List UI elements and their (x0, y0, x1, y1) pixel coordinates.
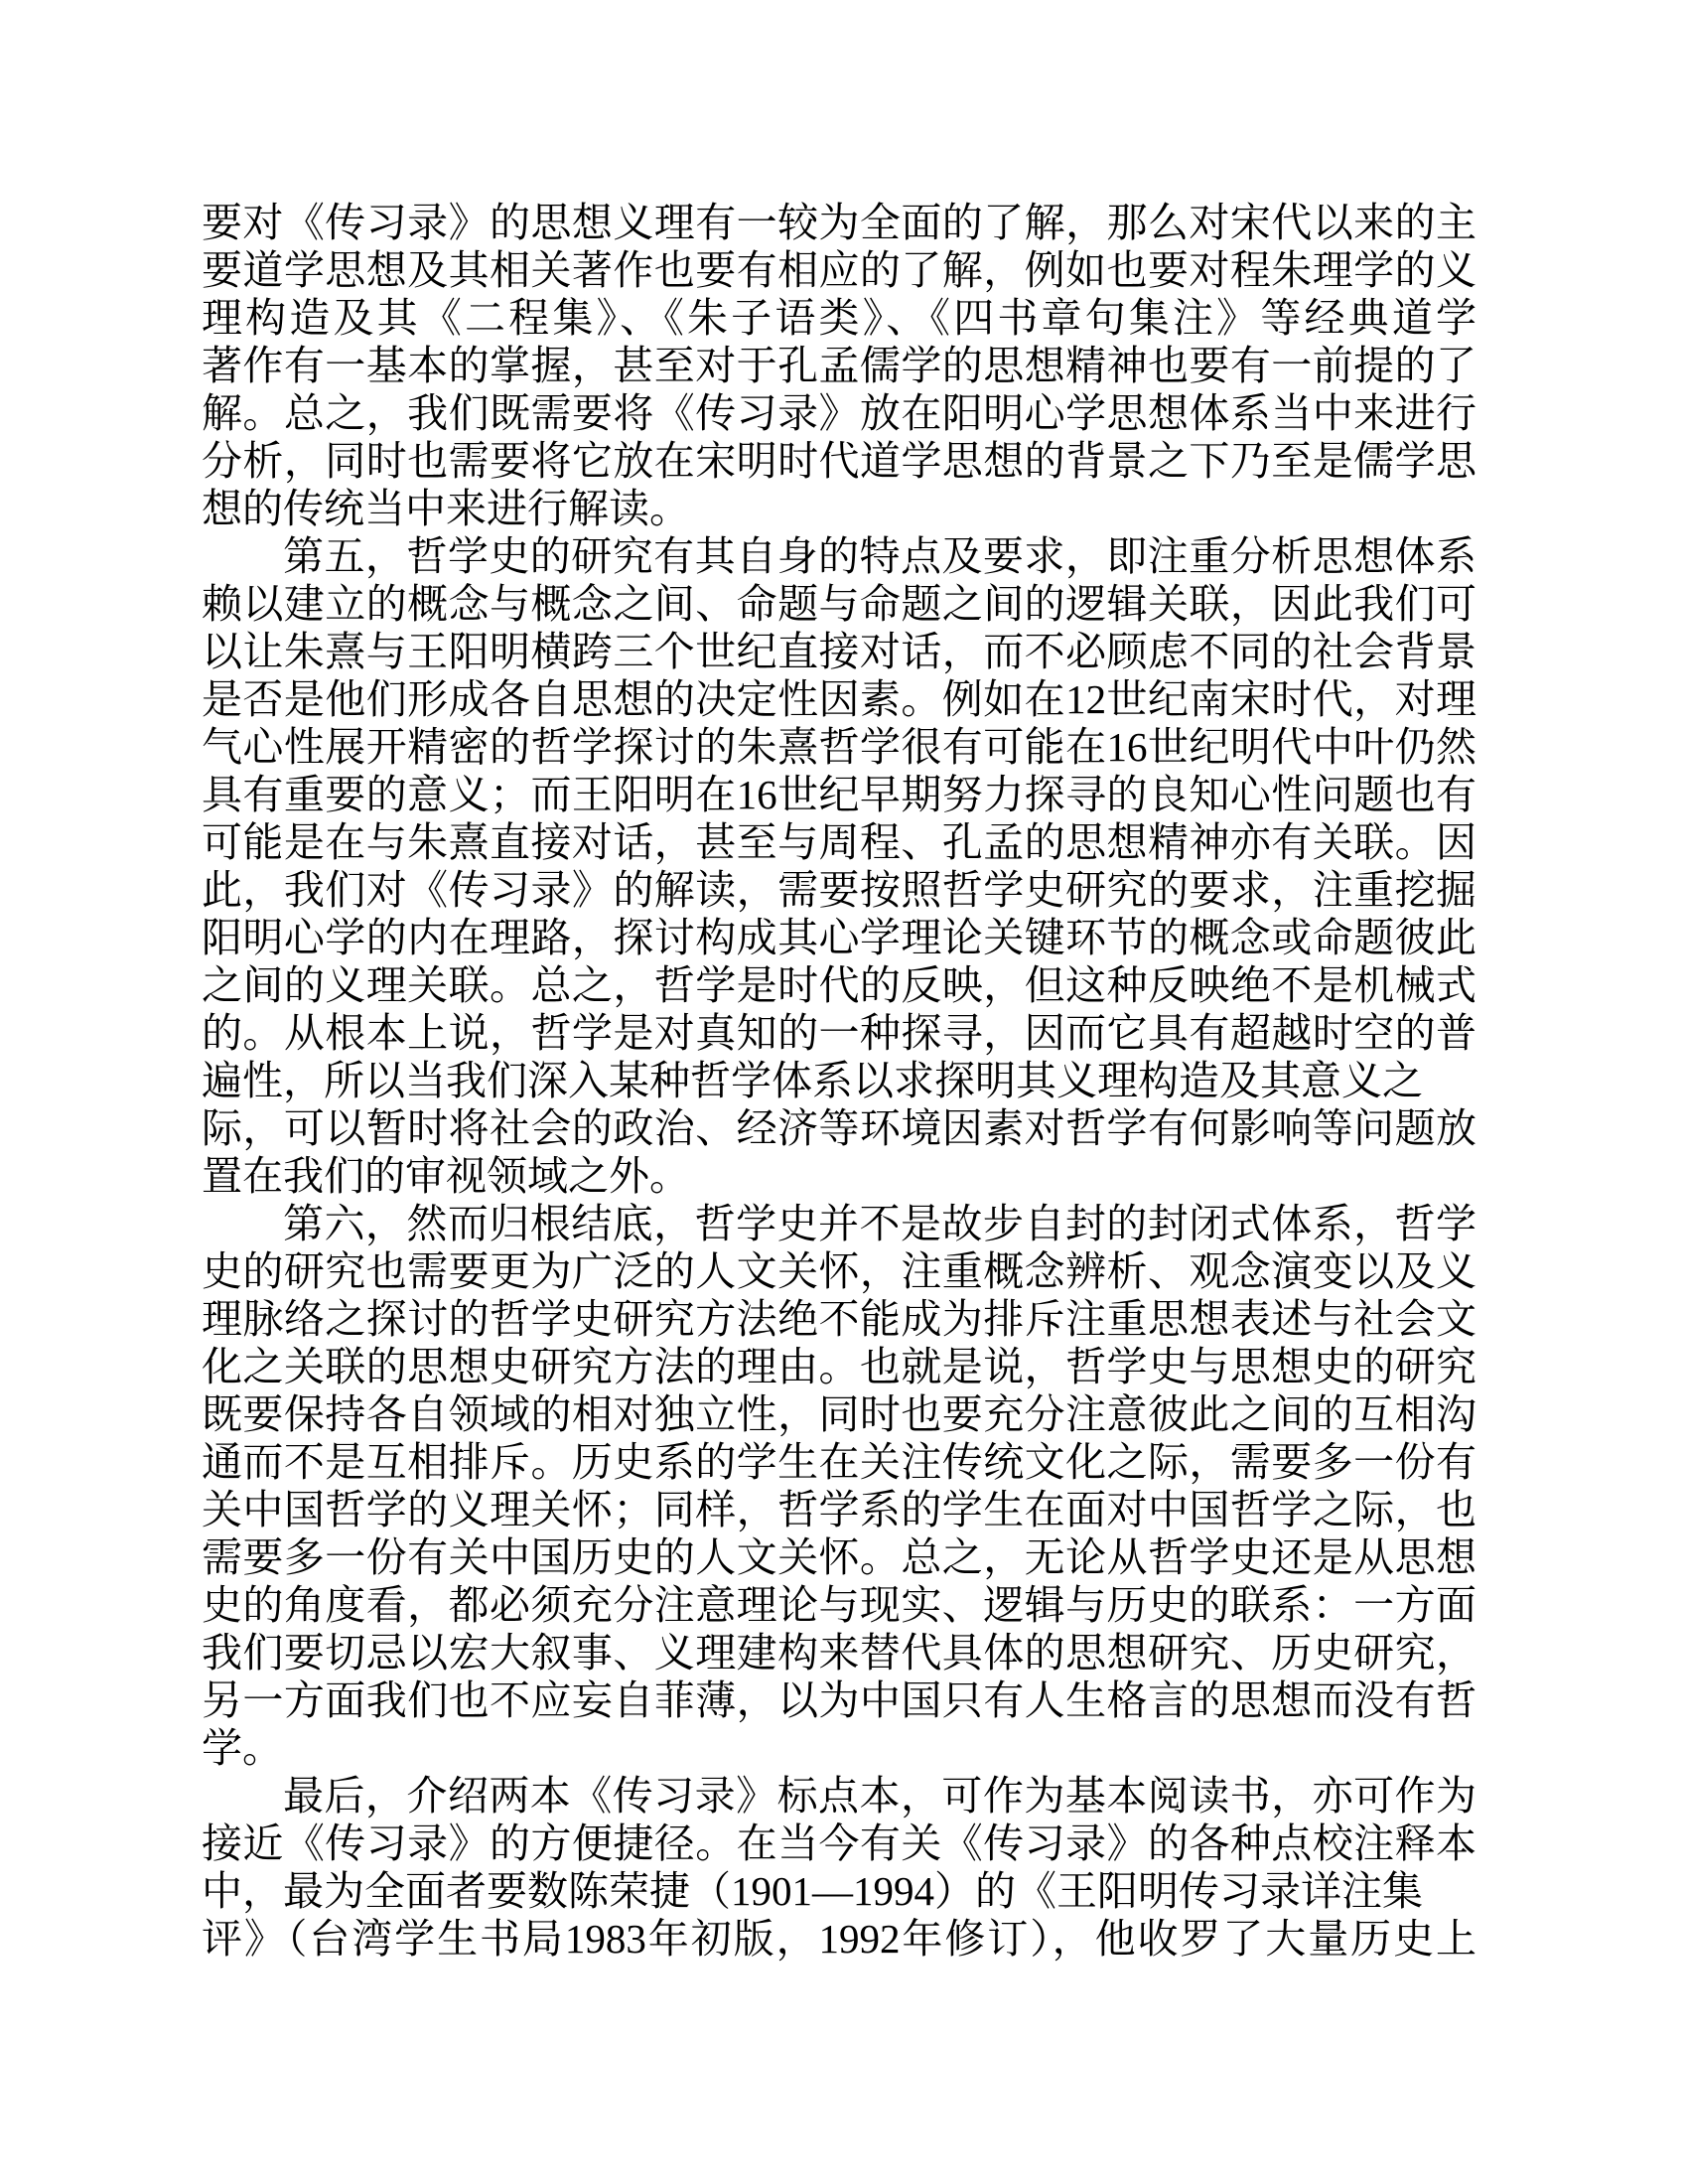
text-line: 置在我们的审视领域之外。 (202, 1153, 690, 1199)
text-line: 之间的义理关联。总之，哲学是时代的反映，但这种反映绝不是机械式 (202, 962, 1476, 1008)
text-line: 阳明心学的内在理路，探讨构成其心学理论关键环节的概念或命题彼此 (202, 915, 1476, 960)
text-line: 分析，同时也需要将它放在宋明时代道学思想的背景之下乃至是儒学思 (202, 438, 1476, 484)
text-line: 史的角度看，都必须充分注意理论与现实、逻辑与历史的联系：一方面 (202, 1582, 1476, 1628)
text-line: 关中国哲学的义理关怀；同样，哲学系的学生在面对中国哲学之际，也 (202, 1487, 1476, 1532)
text-line: 第六，然而归根结底，哲学史并不是故步自封的封闭式体系，哲学 (283, 1201, 1476, 1246)
text-line: 赖以建立的概念与概念之间、命题与命题之间的逻辑关联，因此我们可 (202, 581, 1476, 627)
text-line: 解。总之，我们既需要将《传习录》放在阳明心学思想体系当中来进行 (202, 390, 1476, 436)
text-line: 另一方面我们也不应妄自菲薄，以为中国只有人生格言的思想而没有哲 (202, 1677, 1476, 1723)
paragraph (202, 532, 1476, 1200)
text-line: 需要多一份有关中国历史的人文关怀。总之，无论从哲学史还是从思想 (202, 1534, 1476, 1580)
text-line: 最后，介绍两本《传习录》标点本，可作为基本阅读书，亦可作为 (283, 1773, 1476, 1819)
text-line: 史的研究也需要更为广泛的人文关怀，注重概念辨析、观念演变以及义 (202, 1248, 1476, 1294)
text-line: 理构造及其《二程集》、《朱子语类》、《四书章句集注》等经典道学 (202, 295, 1476, 341)
text-line: 要对《传习录》的思想义理有一较为全面的了解，那么对宋代以来的主 (202, 200, 1476, 245)
text-line: 学。 (202, 1725, 283, 1771)
text-line: 化之关联的思想史研究方法的理由。也就是说，哲学史与思想史的研究 (202, 1344, 1476, 1389)
text-line: 著作有一基本的掌握，甚至对于孔孟儒学的思想精神也要有一前提的了 (202, 343, 1476, 388)
paragraph (202, 199, 1476, 532)
text-line: 中，最为全面者要数陈荣捷（1901—1994）的《王阳明传习录详注集 (202, 1868, 1423, 1914)
text-line: 此，我们对《传习录》的解读，需要按照哲学史研究的要求，注重挖掘 (202, 867, 1476, 913)
text-line: 要道学思想及其相关著作也要有相应的了解，例如也要对程朱理学的义 (202, 247, 1476, 293)
text-line: 评》（台湾学生书局1983年初版，1992年修订），他收罗了大量历史上 (202, 1916, 1476, 1962)
text-line: 可能是在与朱熹直接对话，甚至与周程、孔孟的思想精神亦有关联。因 (202, 819, 1476, 865)
text-line: 既要保持各自领域的相对独立性，同时也要充分注意彼此之间的互相沟 (202, 1391, 1476, 1437)
text-line: 具有重要的意义；而王阳明在16世纪早期努力探寻的良知心性问题也有 (202, 772, 1476, 817)
text-line: 气心性展开精密的哲学探讨的朱熹哲学很有可能在16世纪明代中叶仍然 (202, 724, 1476, 770)
text-line: 第五，哲学史的研究有其自身的特点及要求，即注重分析思想体系 (283, 533, 1476, 579)
text-line: 接近《传习录》的方便捷径。在当今有关《传习录》的各种点校注释本 (202, 1820, 1476, 1866)
paragraph (202, 1772, 1476, 1963)
text-line: 际，可以暂时将社会的政治、经济等环境因素对哲学有何影响等问题放 (202, 1105, 1476, 1151)
text-line: 通而不是互相排斥。历史系的学生在关注传统文化之际，需要多一份有 (202, 1439, 1476, 1485)
text-line: 理脉络之探讨的哲学史研究方法绝不能成为排斥注重思想表述与社会文 (202, 1296, 1476, 1342)
text-line: 的。从根本上说，哲学是对真知的一种探寻，因而它具有超越时空的普 (202, 1010, 1476, 1056)
document-page (202, 199, 1476, 1963)
text-line: 想的传统当中来进行解读。 (202, 486, 690, 531)
text-line: 以让朱熹与王阳明横跨三个世纪直接对话，而不必顾虑不同的社会背景 (202, 629, 1476, 674)
text-line: 我们要切忌以宏大叙事、义理建构来替代具体的思想研究、历史研究， (202, 1630, 1476, 1675)
text-line: 是否是他们形成各自思想的决定性因素。例如在12世纪南宋时代，对理 (202, 676, 1476, 722)
text-line: 遍性，所以当我们深入某种哲学体系以求探明其义理构造及其意义之 (202, 1058, 1423, 1103)
paragraph (202, 1200, 1476, 1772)
